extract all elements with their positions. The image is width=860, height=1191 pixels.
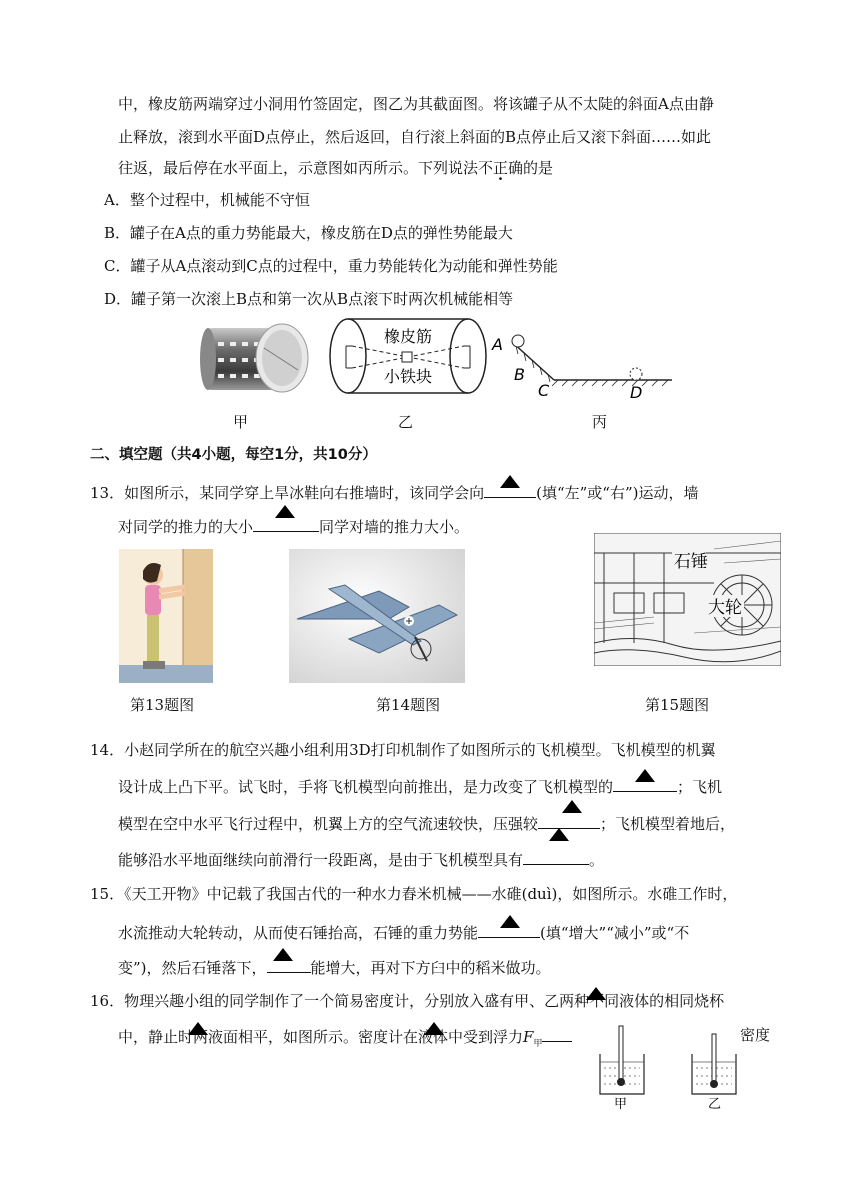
triangle-marker-icon	[188, 1022, 208, 1035]
answer-blank[interactable]	[478, 921, 540, 938]
triangle-marker-icon	[424, 1022, 444, 1035]
iron-block-label: 小铁块	[383, 367, 433, 386]
answer-blank[interactable]	[267, 956, 311, 973]
q13-line1: 13．如图所示，某同学穿上旱冰鞋向右推墙时，该同学会向 (填“左”或“右”)运动，墙	[90, 481, 698, 503]
cross-section-figure	[326, 316, 490, 396]
answer-blank[interactable]	[253, 515, 319, 532]
q14-line2: 设计成上凸下平。试飞时，手将飞机模型向前推出，是力改变了飞机模型的 ；飞机	[118, 775, 722, 797]
answer-blank[interactable]	[613, 775, 677, 792]
q12-option-c: C．罐子从A点滚动到C点的过程中，重力势能转化为动能和弹性势能	[104, 257, 558, 275]
triangle-marker-icon	[549, 828, 569, 841]
rubber-band-label: 橡皮筋	[383, 327, 433, 346]
q12-option-b: B．罐子在A点的重力势能最大，橡皮筋在D点的弹性势能最大	[104, 224, 513, 242]
triangle-marker-icon	[275, 505, 295, 518]
beakers-figure	[592, 1024, 762, 1110]
q15-line1: 15．《天工开物》中记载了我国古代的一种水力舂米机械——水碓(duì)，如图所示。水碓工作时，	[90, 885, 738, 903]
fig-label-yi: 乙	[398, 413, 414, 431]
big-wheel-label: 大轮	[708, 598, 742, 618]
section-title: 二、填空题（共4小题，每空1分，共10分）	[90, 447, 377, 463]
force-symbol: F	[523, 1028, 534, 1046]
point-c-label: C	[538, 381, 550, 400]
q12-option-a: A．整个过程中，机械能不守恒	[104, 191, 310, 209]
fig-label-bing: 丙	[592, 413, 608, 431]
triangle-marker-icon	[500, 475, 520, 488]
airplane-model-figure	[289, 549, 465, 683]
girl-pushing-wall-figure	[119, 549, 213, 683]
answer-blank[interactable]	[542, 1025, 572, 1042]
water-hammer-figure	[594, 533, 781, 666]
triangle-marker-icon	[635, 769, 655, 782]
q12-option-d: D．罐子第一次滚上B点和第一次从B点滚下时两次机械能相等	[104, 290, 514, 308]
caption-fig13: 第13题图	[130, 696, 195, 714]
q14-line4: 能够沿水平地面继续向前滑行一段距离，是由于飞机模型具有 。	[118, 848, 604, 870]
q16-line2: 中，静止时两液面相平，如图所示。密度计在液体中受到浮力$F_甲$	[118, 1025, 572, 1054]
triangle-marker-icon	[562, 800, 582, 813]
emphasis-text: 不正确	[478, 159, 524, 177]
point-a-label: A	[492, 335, 503, 354]
fig-label-jia: 甲	[233, 413, 249, 431]
stone-hammer-label: 石锤	[674, 552, 708, 572]
q14-line1: 14．小赵同学所在的航空兴趣小组利用3D打印机制作了如图所示的飞机模型。飞机模型的机翼	[90, 741, 716, 759]
point-d-label: D	[630, 383, 643, 402]
q12-line2: 止释放，滚到水平面D点停止，然后返回，自行滚上斜面的B点停止后又滚下斜面……如此	[118, 128, 712, 146]
point-b-label: B	[514, 365, 525, 384]
q16-line2-end: 密度	[740, 1026, 771, 1044]
q12-line1: 中，橡皮筋两端穿过小洞用竹签固定，图乙为其截面图。将该罐子从不太陡的斜面A点由静	[118, 95, 714, 113]
q15-line2: 水流推动大轮转动，从而使石锤抬高，石锤的重力势能 (填“增大”“减小”或“不	[118, 921, 689, 943]
slope-figure	[488, 330, 678, 402]
answer-blank[interactable]	[523, 848, 589, 865]
q15-line3: 变”)，然后石锤落下， 能增大，再对下方臼中的稻米做功。	[118, 956, 551, 978]
beaker-label-jia: 甲	[614, 1097, 628, 1110]
q12-line3: 往返，最后停在水平面上，示意图如丙所示。下列说法不正确的是	[118, 159, 554, 177]
caption-fig14: 第14题图	[376, 696, 441, 714]
answer-blank[interactable]	[484, 481, 536, 498]
caption-fig15: 第15题图	[645, 696, 710, 714]
triangle-marker-icon	[500, 915, 520, 928]
q13-line2: 对同学的推力的大小 同学对墙的推力大小。	[118, 515, 469, 537]
q16-line1: 16．物理兴趣小组的同学制作了一个简易密度计，分别放入盛有甲、乙两种不同液体的相同烧杯	[90, 992, 725, 1010]
beaker-label-yi: 乙	[708, 1097, 722, 1110]
can-figure	[198, 318, 320, 396]
answer-blank[interactable]	[538, 812, 600, 829]
q14-line3: 模型在空中水平飞行过程中，机翼上方的空气流速较快，压强较 ；飞机模型着地后，	[118, 812, 735, 834]
triangle-marker-icon	[586, 987, 606, 1000]
triangle-marker-icon	[273, 948, 293, 961]
